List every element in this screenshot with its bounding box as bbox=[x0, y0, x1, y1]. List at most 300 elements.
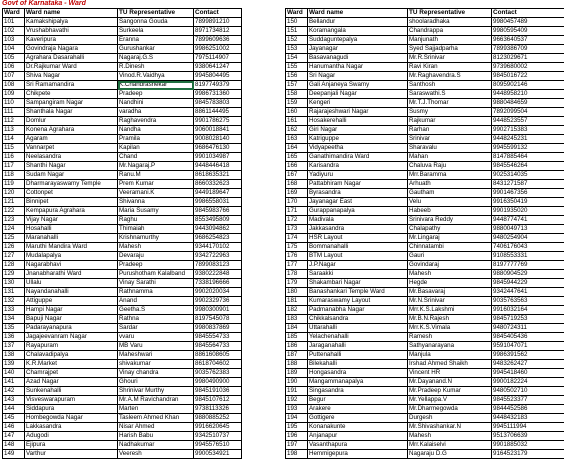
ward-name-cell[interactable]: Jakkasandra bbox=[308, 225, 408, 234]
tu-representative-cell[interactable]: Pradeep bbox=[118, 90, 194, 99]
tu-representative-cell[interactable]: Mrr.Baramma bbox=[408, 171, 492, 180]
ward-number-cell[interactable]: 106 bbox=[3, 63, 25, 72]
ward-number-cell[interactable]: 120 bbox=[3, 189, 25, 198]
ward-number-cell[interactable]: 163 bbox=[286, 135, 308, 144]
contact-number-cell[interactable]: 9344170102 bbox=[194, 243, 242, 252]
contact-number-cell[interactable]: 9916032164 bbox=[492, 306, 564, 315]
ward-name-cell[interactable]: Suddaguntepalya bbox=[308, 36, 408, 45]
tu-representative-cell[interactable]: K.Chandrashekar bbox=[118, 81, 194, 90]
contact-number-cell[interactable]: 9880049713 bbox=[492, 225, 564, 234]
contact-number-cell[interactable]: 9060018841 bbox=[194, 126, 242, 135]
ward-name-cell[interactable]: Sri Nagar bbox=[308, 72, 408, 81]
ward-name-cell[interactable]: Kumaraswamy Layout bbox=[308, 297, 408, 306]
contact-number-cell[interactable]: 7406176043 bbox=[492, 243, 564, 252]
tu-representative-cell[interactable]: Vinod.R.Vaidhya bbox=[118, 72, 194, 81]
column-gap[interactable] bbox=[242, 441, 286, 450]
tu-representative-cell[interactable]: Mr.A.M Ravichandran bbox=[118, 396, 194, 405]
column-gap[interactable] bbox=[242, 279, 286, 288]
contact-number-cell[interactable]: 8197777769 bbox=[492, 261, 564, 270]
tu-representative-cell[interactable]: Ravi Kiran bbox=[408, 63, 492, 72]
tu-representative-cell[interactable]: Vinay chandra bbox=[118, 369, 194, 378]
contact-number-cell[interactable]: 9008028140 bbox=[194, 135, 242, 144]
tu-representative-cell[interactable]: Veeramani.K bbox=[118, 189, 194, 198]
ward-name-cell[interactable]: Katriguppe bbox=[308, 135, 408, 144]
ward-name-cell[interactable]: Konena Agrahara bbox=[25, 126, 118, 135]
tu-representative-cell[interactable]: Nandhini bbox=[118, 99, 194, 108]
ward-number-cell[interactable]: 129 bbox=[3, 270, 25, 279]
ward-number-cell[interactable]: 109 bbox=[3, 90, 25, 99]
column-gap[interactable] bbox=[242, 306, 286, 315]
tu-representative-cell[interactable]: Govindaraj bbox=[408, 261, 492, 270]
ward-name-cell[interactable]: Jnanabharathi Ward bbox=[25, 270, 118, 279]
column-gap[interactable] bbox=[242, 270, 286, 279]
contact-number-cell[interactable]: 9738113326 bbox=[194, 405, 242, 414]
tu-representative-cell[interactable]: Manjula bbox=[408, 351, 492, 360]
contact-number-cell[interactable]: 9980837869 bbox=[194, 324, 242, 333]
ward-name-cell[interactable]: Ganathimandira Ward bbox=[308, 153, 408, 162]
ward-number-cell[interactable]: 142 bbox=[3, 387, 25, 396]
ward-number-cell[interactable]: 195 bbox=[286, 423, 308, 432]
ward-number-cell[interactable]: 130 bbox=[3, 279, 25, 288]
tu-representative-cell[interactable]: Mr.Raghavendra.S bbox=[408, 72, 492, 81]
tu-representative-cell[interactable]: Prem Kumar bbox=[118, 180, 194, 189]
ward-number-cell[interactable]: 191 bbox=[286, 387, 308, 396]
ward-name-cell[interactable]: Jaraganahalli bbox=[308, 342, 408, 351]
contact-number-cell[interactable]: 8660332623 bbox=[194, 180, 242, 189]
ward-number-cell[interactable]: 105 bbox=[3, 54, 25, 63]
column-gap[interactable] bbox=[242, 54, 286, 63]
ward-name-cell[interactable]: Gali Anjaneya Swamy bbox=[308, 81, 408, 90]
tu-representative-cell[interactable]: Mahesh bbox=[408, 432, 492, 441]
header-ward-name[interactable]: Ward name bbox=[308, 9, 408, 18]
ward-number-cell[interactable]: 185 bbox=[286, 333, 308, 342]
tu-representative-cell[interactable]: Durgesh bbox=[408, 414, 492, 423]
ward-name-cell[interactable]: Varthur bbox=[25, 450, 118, 459]
ward-number-cell[interactable]: 182 bbox=[286, 306, 308, 315]
contact-number-cell[interactable]: 9686254823 bbox=[194, 234, 242, 243]
ward-name-cell[interactable]: Dharmarayaswamy Temple bbox=[25, 180, 118, 189]
ward-number-cell[interactable]: 151 bbox=[286, 27, 308, 36]
contact-number-cell[interactable]: 9164523179 bbox=[492, 450, 564, 459]
tu-representative-cell[interactable]: Gauri bbox=[408, 252, 492, 261]
column-gap[interactable] bbox=[242, 207, 286, 216]
ward-name-cell[interactable]: Bilekahalli bbox=[308, 360, 408, 369]
ward-number-cell[interactable]: 198 bbox=[286, 450, 308, 459]
ward-number-cell[interactable]: 175 bbox=[286, 243, 308, 252]
ward-number-cell[interactable]: 187 bbox=[286, 351, 308, 360]
ward-number-cell[interactable]: 178 bbox=[286, 270, 308, 279]
contact-number-cell[interactable]: 9986391562 bbox=[492, 351, 564, 360]
contact-number-cell[interactable]: 9591047071 bbox=[492, 342, 564, 351]
ward-name-cell[interactable]: Gurappanapalya bbox=[308, 207, 408, 216]
contact-number-cell[interactable]: 9845523377 bbox=[492, 396, 564, 405]
ward-number-cell[interactable]: 144 bbox=[3, 405, 25, 414]
ward-number-cell[interactable]: 147 bbox=[3, 432, 25, 441]
ward-name-cell[interactable]: Dr.Rajkumar Ward bbox=[25, 63, 118, 72]
ward-name-cell[interactable]: HSR Layout bbox=[308, 234, 408, 243]
column-gap[interactable] bbox=[242, 450, 286, 459]
column-gap[interactable] bbox=[242, 234, 286, 243]
ward-number-cell[interactable]: 124 bbox=[3, 225, 25, 234]
ward-name-cell[interactable]: Kengeri bbox=[308, 99, 408, 108]
ward-name-cell[interactable]: Sunkenahalli bbox=[25, 387, 118, 396]
ward-name-cell[interactable]: J.P.Nagar bbox=[308, 261, 408, 270]
ward-name-cell[interactable]: Koramangala bbox=[308, 27, 408, 36]
ward-name-cell[interactable]: Agrahara Dasarahalli bbox=[25, 54, 118, 63]
ward-name-cell[interactable]: Hemmigepura bbox=[308, 450, 408, 459]
tu-representative-cell[interactable]: Pramila bbox=[118, 135, 194, 144]
ward-number-cell[interactable]: 160 bbox=[286, 108, 308, 117]
tu-representative-cell[interactable]: Velu bbox=[408, 198, 492, 207]
contact-number-cell[interactable]: 9980595409 bbox=[492, 27, 564, 36]
contact-number-cell[interactable]: 9845405436 bbox=[492, 333, 564, 342]
column-gap[interactable] bbox=[242, 126, 286, 135]
ward-name-cell[interactable]: Vannarpet bbox=[25, 144, 118, 153]
ward-name-cell[interactable]: Mudalapalya bbox=[25, 252, 118, 261]
tu-representative-cell[interactable]: Irshad Ahmed Shaikh bbox=[408, 360, 492, 369]
column-gap[interactable] bbox=[242, 225, 286, 234]
tu-representative-cell[interactable]: Anand bbox=[118, 297, 194, 306]
ward-number-cell[interactable]: 136 bbox=[3, 333, 25, 342]
contact-number-cell[interactable]: 9902020034 bbox=[194, 288, 242, 297]
ward-number-cell[interactable]: 112 bbox=[3, 117, 25, 126]
tu-representative-cell[interactable]: Manjunath bbox=[408, 36, 492, 45]
tu-representative-cell[interactable]: Mahesh bbox=[118, 243, 194, 252]
contact-number-cell[interactable]: 9901885032 bbox=[492, 441, 564, 450]
column-gap[interactable] bbox=[242, 288, 286, 297]
tu-representative-cell[interactable]: Sharavalu bbox=[408, 144, 492, 153]
tu-representative-cell[interactable]: Eranna bbox=[118, 36, 194, 45]
ward-name-cell[interactable]: Ejipura bbox=[25, 441, 118, 450]
ward-number-cell[interactable]: 167 bbox=[286, 171, 308, 180]
contact-number-cell[interactable]: 9880484659 bbox=[492, 99, 564, 108]
tu-representative-cell[interactable]: Purushotham Kalalband bbox=[118, 270, 194, 279]
ward-name-cell[interactable]: Hanumantha Nagar bbox=[308, 63, 408, 72]
ward-number-cell[interactable]: 125 bbox=[3, 234, 25, 243]
tu-representative-cell[interactable]: Hegde bbox=[408, 279, 492, 288]
tu-representative-cell[interactable]: Devaraju bbox=[118, 252, 194, 261]
contact-number-cell[interactable]: 9845944229 bbox=[492, 279, 564, 288]
tu-representative-cell[interactable]: Nadhakumar bbox=[118, 441, 194, 450]
ward-name-cell[interactable]: Neelasandra bbox=[25, 153, 118, 162]
ward-name-cell[interactable]: Kempapura Agrahara bbox=[25, 207, 118, 216]
contact-number-cell[interactable]: 9845783803 bbox=[194, 99, 242, 108]
contact-number-cell[interactable]: 9845546264 bbox=[492, 162, 564, 171]
ward-name-cell[interactable]: Shanthala Nagar bbox=[25, 108, 118, 117]
tu-representative-cell[interactable]: Surkeela bbox=[118, 27, 194, 36]
tu-representative-cell[interactable]: Mr.Dayanand.N bbox=[408, 378, 492, 387]
contact-number-cell[interactable]: 9901786275 bbox=[194, 117, 242, 126]
column-gap[interactable] bbox=[242, 144, 286, 153]
tu-representative-cell[interactable]: Rajkumar bbox=[408, 117, 492, 126]
tu-representative-cell[interactable]: Marten bbox=[118, 405, 194, 414]
tu-representative-cell[interactable]: Sathyanarayana bbox=[408, 342, 492, 351]
column-gap[interactable] bbox=[242, 63, 286, 72]
column-gap[interactable] bbox=[242, 198, 286, 207]
contact-number-cell[interactable]: 8861608605 bbox=[194, 351, 242, 360]
ward-number-cell[interactable]: 155 bbox=[286, 63, 308, 72]
tu-representative-cell[interactable]: Mr.T.J.Thomar bbox=[408, 99, 492, 108]
column-gap[interactable] bbox=[242, 252, 286, 261]
column-gap[interactable] bbox=[242, 9, 286, 18]
tu-representative-cell[interactable]: Syed Sajjadparha bbox=[408, 45, 492, 54]
tu-representative-cell[interactable]: Nandha bbox=[118, 126, 194, 135]
contact-number-cell[interactable]: 7892099504 bbox=[492, 108, 564, 117]
contact-number-cell[interactable]: 7975114907 bbox=[194, 54, 242, 63]
contact-number-cell[interactable]: 9900182224 bbox=[492, 378, 564, 387]
ward-number-cell[interactable]: 110 bbox=[3, 99, 25, 108]
tu-representative-cell[interactable]: Chaluva Raju bbox=[408, 162, 492, 171]
contact-number-cell[interactable]: 9845016722 bbox=[492, 72, 564, 81]
contact-number-cell[interactable]: 8123029671 bbox=[492, 54, 564, 63]
ward-name-cell[interactable]: Domlur bbox=[25, 117, 118, 126]
column-gap[interactable] bbox=[242, 171, 286, 180]
contact-number-cell[interactable]: 9448523557 bbox=[492, 117, 564, 126]
ward-name-cell[interactable]: Kamakshipalya bbox=[25, 18, 118, 27]
ward-number-cell[interactable]: 143 bbox=[3, 396, 25, 405]
ward-number-cell[interactable]: 116 bbox=[3, 153, 25, 162]
contact-number-cell[interactable]: 9342447641 bbox=[492, 288, 564, 297]
ward-number-cell[interactable]: 176 bbox=[286, 252, 308, 261]
tu-representative-cell[interactable]: Gautham bbox=[408, 189, 492, 198]
column-gap[interactable] bbox=[242, 27, 286, 36]
ward-number-cell[interactable]: 173 bbox=[286, 225, 308, 234]
ward-name-cell[interactable]: Lakkasandra bbox=[25, 423, 118, 432]
tu-representative-cell[interactable]: Gurushankar bbox=[118, 45, 194, 54]
tu-representative-cell[interactable]: Harish Babu bbox=[118, 432, 194, 441]
ward-number-cell[interactable]: 159 bbox=[286, 99, 308, 108]
contact-number-cell[interactable]: 9448446418 bbox=[194, 162, 242, 171]
tu-representative-cell[interactable]: Habeeb bbox=[408, 207, 492, 216]
ward-name-cell[interactable]: Ullalu bbox=[25, 279, 118, 288]
contact-number-cell[interactable]: 9480502710 bbox=[492, 387, 564, 396]
contact-number-cell[interactable]: 9945804495 bbox=[194, 72, 242, 81]
ward-name-cell[interactable]: Chalavadipalya bbox=[25, 351, 118, 360]
ward-number-cell[interactable]: 114 bbox=[3, 135, 25, 144]
ward-number-cell[interactable]: 126 bbox=[3, 243, 25, 252]
tu-representative-cell[interactable]: Santhosh bbox=[408, 81, 492, 90]
column-gap[interactable] bbox=[242, 396, 286, 405]
column-gap[interactable] bbox=[242, 153, 286, 162]
ward-number-cell[interactable]: 103 bbox=[3, 36, 25, 45]
ward-name-cell[interactable]: Agaram bbox=[25, 135, 118, 144]
tu-representative-cell[interactable]: Vinay Sarathi bbox=[118, 279, 194, 288]
contact-number-cell[interactable]: 9900534921 bbox=[194, 450, 242, 459]
ward-name-cell[interactable]: Jayanagar bbox=[308, 45, 408, 54]
column-gap[interactable] bbox=[242, 360, 286, 369]
contact-number-cell[interactable]: 9844452586 bbox=[492, 405, 564, 414]
ward-number-cell[interactable]: 149 bbox=[3, 450, 25, 459]
tu-representative-cell[interactable]: Kapilan bbox=[118, 144, 194, 153]
column-gap[interactable] bbox=[242, 108, 286, 117]
ward-name-cell[interactable]: Basavanagudi bbox=[308, 54, 408, 63]
column-gap[interactable] bbox=[242, 387, 286, 396]
ward-number-cell[interactable]: 162 bbox=[286, 126, 308, 135]
tu-representative-cell[interactable]: Chinnatambi bbox=[408, 243, 492, 252]
contact-number-cell[interactable]: 7899386709 bbox=[492, 45, 564, 54]
ward-number-cell[interactable]: 123 bbox=[3, 216, 25, 225]
tu-representative-cell[interactable]: Chalapathy bbox=[408, 225, 492, 234]
tu-representative-cell[interactable]: Sangonna Gouda bbox=[118, 18, 194, 27]
tu-representative-cell[interactable]: Mr.N.Srinivar bbox=[408, 297, 492, 306]
column-gap[interactable] bbox=[242, 72, 286, 81]
contact-number-cell[interactable]: 9513706639 bbox=[492, 432, 564, 441]
ward-name-cell[interactable]: Hosakerehalli bbox=[308, 117, 408, 126]
column-gap[interactable] bbox=[242, 18, 286, 27]
ward-number-cell[interactable]: 189 bbox=[286, 369, 308, 378]
ward-number-cell[interactable]: 134 bbox=[3, 315, 25, 324]
tu-representative-cell[interactable]: Mrr.K.S.Lakshmi bbox=[408, 306, 492, 315]
tu-representative-cell[interactable]: Shrinivar Murthy bbox=[118, 387, 194, 396]
ward-name-cell[interactable]: Nagarabhavi bbox=[25, 261, 118, 270]
ward-number-cell[interactable]: 158 bbox=[286, 90, 308, 99]
tu-representative-cell[interactable]: Raghavendra bbox=[118, 117, 194, 126]
contact-number-cell[interactable]: 9449189647 bbox=[194, 189, 242, 198]
column-gap[interactable] bbox=[242, 99, 286, 108]
contact-number-cell[interactable]: 8553495809 bbox=[194, 216, 242, 225]
contact-number-cell[interactable]: 8971734812 bbox=[194, 27, 242, 36]
column-gap[interactable] bbox=[242, 162, 286, 171]
column-gap[interactable] bbox=[242, 36, 286, 45]
contact-number-cell[interactable]: 9986731360 bbox=[194, 90, 242, 99]
ward-name-cell[interactable]: Visveswarapuram bbox=[25, 396, 118, 405]
tu-representative-cell[interactable]: Rathna bbox=[118, 315, 194, 324]
ward-name-cell[interactable]: Siddapura bbox=[25, 405, 118, 414]
contact-number-cell[interactable]: 8861144495 bbox=[194, 108, 242, 117]
ward-number-cell[interactable]: 118 bbox=[3, 171, 25, 180]
ward-name-cell[interactable]: Anjanapur bbox=[308, 432, 408, 441]
ward-number-cell[interactable]: 165 bbox=[286, 153, 308, 162]
contact-number-cell[interactable]: 9980457489 bbox=[492, 18, 564, 27]
ward-number-cell[interactable]: 138 bbox=[3, 351, 25, 360]
tu-representative-cell[interactable]: Pradeep bbox=[118, 261, 194, 270]
tu-representative-cell[interactable]: vvaru bbox=[118, 333, 194, 342]
column-gap[interactable] bbox=[242, 189, 286, 198]
header-ward[interactable]: Ward bbox=[286, 9, 308, 18]
ward-number-cell[interactable]: 164 bbox=[286, 144, 308, 153]
tu-representative-cell[interactable]: shoolaradhaka bbox=[408, 18, 492, 27]
contact-number-cell[interactable]: 9448432183 bbox=[492, 414, 564, 423]
ward-name-cell[interactable]: Jayanagar East bbox=[308, 198, 408, 207]
ward-name-cell[interactable]: Puttenahalli bbox=[308, 351, 408, 360]
contact-number-cell[interactable]: 9945111994 bbox=[492, 423, 564, 432]
ward-number-cell[interactable]: 154 bbox=[286, 54, 308, 63]
contact-number-cell[interactable]: 9980490900 bbox=[194, 378, 242, 387]
tu-representative-cell[interactable]: Maria Susamy bbox=[118, 207, 194, 216]
ward-name-cell[interactable]: Arakere bbox=[308, 405, 408, 414]
column-gap[interactable] bbox=[242, 117, 286, 126]
ward-number-cell[interactable]: 115 bbox=[3, 144, 25, 153]
tu-representative-cell[interactable]: Mr.Yellappa.V bbox=[408, 396, 492, 405]
contact-number-cell[interactable]: 9901034987 bbox=[194, 153, 242, 162]
contact-number-cell[interactable]: 9902329736 bbox=[194, 297, 242, 306]
contact-number-cell[interactable]: 9035762383 bbox=[194, 369, 242, 378]
tu-representative-cell[interactable]: Srinivara Reddy bbox=[408, 216, 492, 225]
column-gap[interactable] bbox=[242, 45, 286, 54]
ward-number-cell[interactable]: 170 bbox=[286, 198, 308, 207]
tu-representative-cell[interactable]: Thimaiah bbox=[118, 225, 194, 234]
ward-name-cell[interactable]: K.R.Market bbox=[25, 360, 118, 369]
tu-representative-cell[interactable]: shivakumar bbox=[118, 360, 194, 369]
column-gap[interactable] bbox=[242, 423, 286, 432]
tu-representative-cell[interactable]: Ramesh bbox=[408, 333, 492, 342]
ward-name-cell[interactable]: Kaveripura bbox=[25, 36, 118, 45]
ward-name-cell[interactable]: Chamrajpet bbox=[25, 369, 118, 378]
ward-number-cell[interactable]: 190 bbox=[286, 378, 308, 387]
header-tu-representative[interactable]: TU Representative bbox=[408, 9, 492, 18]
tu-representative-cell[interactable]: Mr.B.N.Rajesh bbox=[408, 315, 492, 324]
ward-number-cell[interactable]: 172 bbox=[286, 216, 308, 225]
contact-number-cell[interactable]: 9845719253 bbox=[492, 315, 564, 324]
ward-number-cell[interactable]: 179 bbox=[286, 279, 308, 288]
contact-number-cell[interactable]: 9845983766 bbox=[194, 207, 242, 216]
ward-name-cell[interactable]: Azad Nagar bbox=[25, 378, 118, 387]
ward-number-cell[interactable]: 111 bbox=[3, 108, 25, 117]
tu-representative-cell[interactable]: Maheshwari bbox=[118, 351, 194, 360]
tu-representative-cell[interactable]: Krishnamurthy bbox=[118, 234, 194, 243]
tu-representative-cell[interactable]: varadha bbox=[118, 108, 194, 117]
contact-number-cell[interactable]: 9945576510 bbox=[194, 441, 242, 450]
ward-number-cell[interactable]: 148 bbox=[3, 441, 25, 450]
contact-number-cell[interactable]: 8197545078 bbox=[194, 315, 242, 324]
contact-number-cell[interactable]: 9916350419 bbox=[492, 198, 564, 207]
ward-name-cell[interactable]: Jagajeevanram Nagar bbox=[25, 333, 118, 342]
header-tu-representative[interactable]: TU Representative bbox=[118, 9, 194, 18]
contact-number-cell[interactable]: 9845107612 bbox=[194, 396, 242, 405]
tu-representative-cell[interactable]: Mrr.Kalaiselvi bbox=[408, 441, 492, 450]
ward-name-cell[interactable]: Pattabhiram Nagar bbox=[308, 180, 408, 189]
tu-representative-cell[interactable]: Saraswathi.S bbox=[408, 90, 492, 99]
contact-number-cell[interactable]: 9845554733 bbox=[194, 333, 242, 342]
ward-number-cell[interactable]: 128 bbox=[3, 261, 25, 270]
contact-number-cell[interactable]: 9986558031 bbox=[194, 198, 242, 207]
ward-number-cell[interactable]: 141 bbox=[3, 378, 25, 387]
ward-name-cell[interactable]: Govindraja Nagara bbox=[25, 45, 118, 54]
ward-number-cell[interactable]: 193 bbox=[286, 405, 308, 414]
tu-representative-cell[interactable]: MB Varu bbox=[118, 342, 194, 351]
ward-name-cell[interactable]: Konanakunte bbox=[308, 423, 408, 432]
contact-number-cell[interactable]: 9448774741 bbox=[492, 216, 564, 225]
column-gap[interactable] bbox=[242, 243, 286, 252]
ward-name-cell[interactable]: Deepanjali Nagar bbox=[308, 90, 408, 99]
ward-number-cell[interactable]: 139 bbox=[3, 360, 25, 369]
tu-representative-cell[interactable]: Srinivar bbox=[408, 135, 492, 144]
ward-name-cell[interactable]: Bellandur bbox=[308, 18, 408, 27]
column-gap[interactable] bbox=[242, 135, 286, 144]
ward-number-cell[interactable]: 146 bbox=[3, 423, 25, 432]
ward-name-cell[interactable]: Yadiyuru bbox=[308, 171, 408, 180]
ward-name-cell[interactable]: Vidyapeetha bbox=[308, 144, 408, 153]
ward-number-cell[interactable]: 188 bbox=[286, 360, 308, 369]
ward-number-cell[interactable]: 181 bbox=[286, 297, 308, 306]
column-gap[interactable] bbox=[242, 342, 286, 351]
ward-name-cell[interactable]: Sampangiram Nagar bbox=[25, 99, 118, 108]
ward-number-cell[interactable]: 171 bbox=[286, 207, 308, 216]
ward-number-cell[interactable]: 132 bbox=[3, 297, 25, 306]
contact-number-cell[interactable]: 9380641247 bbox=[194, 63, 242, 72]
ward-number-cell[interactable]: 119 bbox=[3, 180, 25, 189]
ward-name-cell[interactable]: Giri Nagar bbox=[308, 126, 408, 135]
ward-number-cell[interactable]: 183 bbox=[286, 315, 308, 324]
tu-representative-cell[interactable]: Chand bbox=[118, 153, 194, 162]
contact-number-cell[interactable]: 9448958210 bbox=[492, 90, 564, 99]
ward-name-cell[interactable]: Sudam Nagar bbox=[25, 171, 118, 180]
ward-number-cell[interactable]: 107 bbox=[3, 72, 25, 81]
contact-number-cell[interactable]: 9108553331 bbox=[492, 252, 564, 261]
contact-number-cell[interactable]: 9945599132 bbox=[492, 144, 564, 153]
ward-name-cell[interactable]: Sri Ramamandira bbox=[25, 81, 118, 90]
ward-name-cell[interactable]: Rayapuram bbox=[25, 342, 118, 351]
